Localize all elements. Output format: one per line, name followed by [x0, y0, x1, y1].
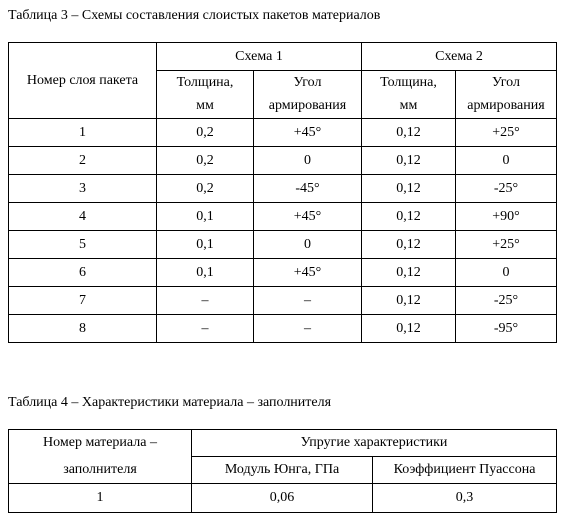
header-s1-thickness-unit: мм [157, 94, 254, 119]
cell-s1-thickness: – [157, 287, 254, 315]
header-s2-angle-word: армирования [456, 94, 557, 119]
table-row [9, 287, 557, 315]
table4-caption: Таблица 4 – Характеристики материала – заполнителя [8, 395, 332, 410]
cell-s1-angle: 0 [254, 147, 362, 175]
cell-s2-thickness: 0,12 [362, 175, 456, 203]
cell-layer: 7 [9, 287, 157, 315]
cell-s2-thickness: 0,12 [362, 203, 456, 231]
table3-caption: Таблица 3 – Схемы составления слоистых пакетов материалов [8, 8, 381, 23]
cell-s2-thickness: 0,12 [362, 231, 456, 259]
cell-s2-angle: +90° [456, 203, 557, 231]
header-material-number: Номер материала – [9, 430, 192, 457]
header-young-modulus: Модуль Юнга, ГПа [192, 457, 373, 484]
header-s1-angle-word: армирования [254, 94, 362, 119]
table-row [9, 119, 557, 147]
header-s2-thickness-unit: мм [362, 94, 456, 119]
cell-layer: 4 [9, 203, 157, 231]
table-row [9, 147, 557, 175]
header-s2-thickness: Толщина, [362, 71, 456, 95]
cell-s2-angle: -25° [456, 175, 557, 203]
cell-s1-angle: – [254, 287, 362, 315]
table-row [9, 484, 557, 513]
cell-s1-thickness: 0,2 [157, 119, 254, 147]
cell-s1-angle: 0 [254, 231, 362, 259]
cell-s1-angle: -45° [254, 175, 362, 203]
cell-s1-thickness: 0,1 [157, 203, 254, 231]
header-layer-number: Номер слоя пакета [9, 43, 157, 119]
header-s1-angle: Угол [254, 71, 362, 95]
cell-s2-thickness: 0,12 [362, 315, 456, 343]
cell-s2-angle: -95° [456, 315, 557, 343]
cell-material: 1 [9, 484, 192, 513]
cell-s2-angle: 0 [456, 147, 557, 175]
cell-layer: 2 [9, 147, 157, 175]
cell-s1-thickness: 0,1 [157, 259, 254, 287]
cell-s1-thickness: 0,2 [157, 175, 254, 203]
header-material-number-cont: заполнителя [9, 457, 192, 484]
cell-s2-thickness: 0,12 [362, 147, 456, 175]
cell-layer: 8 [9, 315, 157, 343]
layer-schemes-table [8, 42, 557, 343]
header-poisson-ratio: Коэффициент Пуассона [373, 457, 557, 484]
cell-layer: 5 [9, 231, 157, 259]
table-row [9, 231, 557, 259]
cell-layer: 1 [9, 119, 157, 147]
header-scheme-1: Схема 1 [157, 43, 362, 71]
cell-young: 0,06 [192, 484, 373, 513]
cell-s2-thickness: 0,12 [362, 287, 456, 315]
cell-s2-angle: +25° [456, 119, 557, 147]
filler-material-table [8, 429, 557, 513]
cell-s1-angle: +45° [254, 259, 362, 287]
cell-s1-angle: +45° [254, 119, 362, 147]
cell-s2-thickness: 0,12 [362, 259, 456, 287]
cell-layer: 3 [9, 175, 157, 203]
cell-s2-angle: -25° [456, 287, 557, 315]
cell-s1-angle: +45° [254, 203, 362, 231]
cell-s1-thickness: 0,1 [157, 231, 254, 259]
cell-s2-angle: +25° [456, 231, 557, 259]
table-row [9, 315, 557, 343]
header-s2-angle: Угол [456, 71, 557, 95]
cell-s1-thickness: 0,2 [157, 147, 254, 175]
header-elastic-characteristics: Упругие характеристики [192, 430, 557, 457]
cell-s2-angle: 0 [456, 259, 557, 287]
header-s1-thickness: Толщина, [157, 71, 254, 95]
cell-s1-angle: – [254, 315, 362, 343]
table-row [9, 203, 557, 231]
cell-poisson: 0,3 [373, 484, 557, 513]
table-row [9, 259, 557, 287]
table-row [9, 175, 557, 203]
cell-s2-thickness: 0,12 [362, 119, 456, 147]
cell-s1-thickness: – [157, 315, 254, 343]
cell-layer: 6 [9, 259, 157, 287]
header-scheme-2: Схема 2 [362, 43, 557, 71]
